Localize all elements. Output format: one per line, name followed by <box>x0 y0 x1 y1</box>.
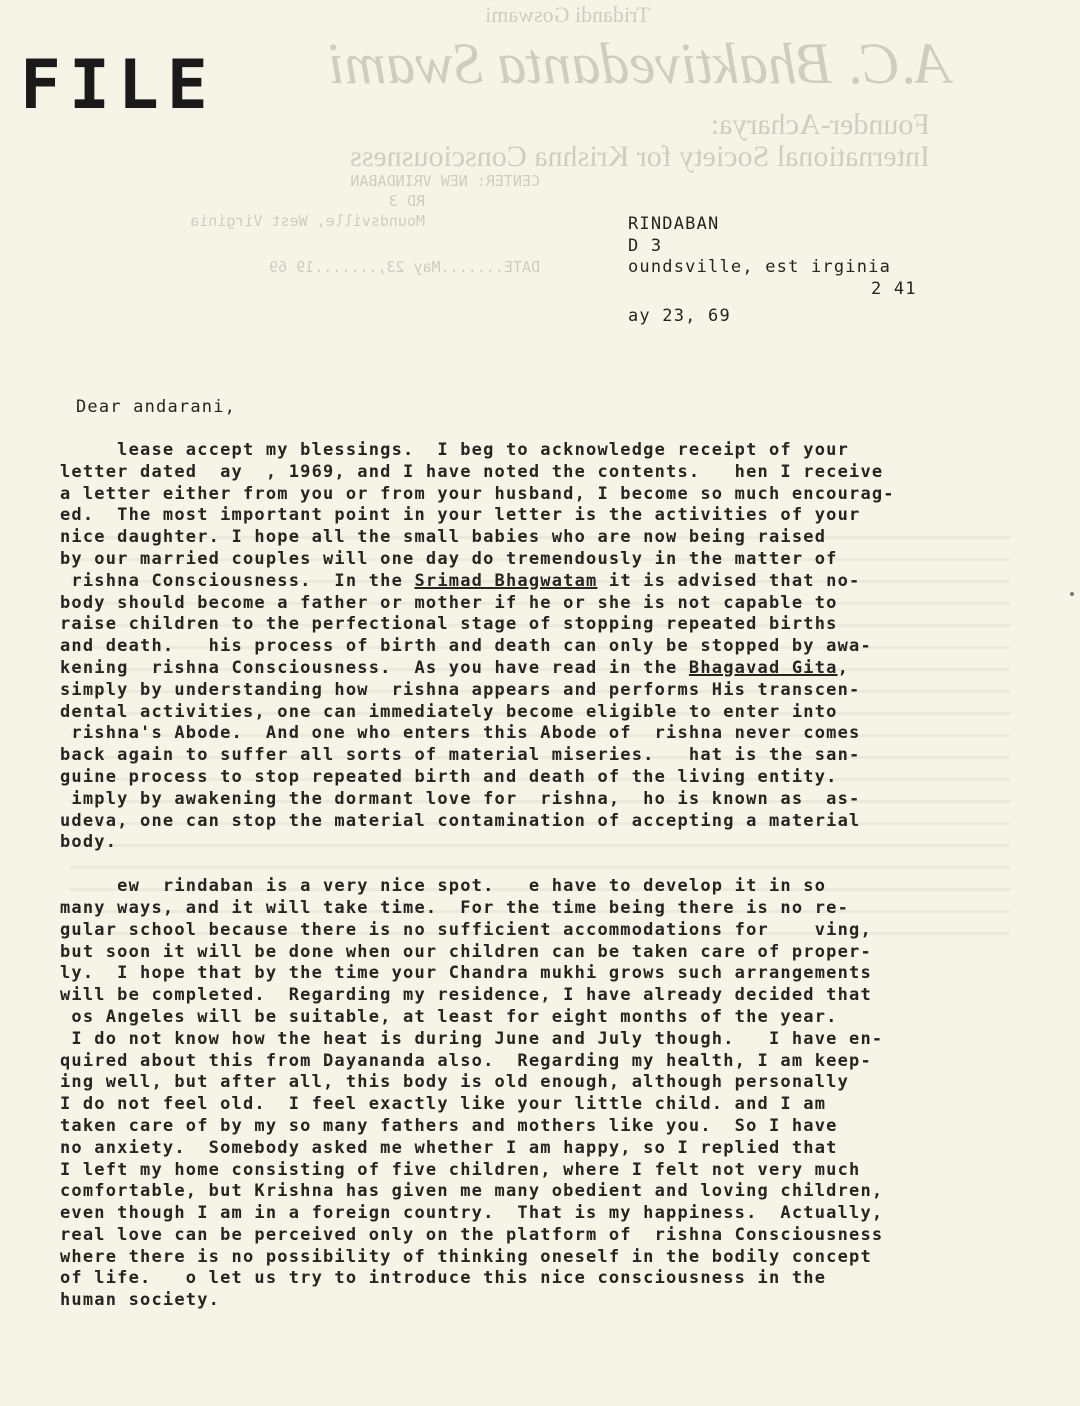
body-text-segment: it is advised that no- <box>597 570 861 591</box>
body-line: even though I am in a foreign country. That is my happiness. Actually, <box>60 1203 884 1224</box>
body-line: of life. o let us try to introduce this nice consciousness in the <box>60 1268 827 1289</box>
body-line: body. <box>60 832 118 853</box>
body-line: a letter either from you or from your husband, I become so much encourag- <box>60 483 895 504</box>
body-line: many ways, and it will take time. For the time being there is no re- <box>60 897 850 918</box>
body-line: back again to suffer all sorts of material miseries. hat is the san- <box>60 745 861 766</box>
letterhead-rd: RD 3 <box>388 192 425 210</box>
body-text-segment: kening rishna Consciousness. As you have read in the <box>60 657 689 678</box>
body-line: letter dated ay , 1969, and I have noted the contents. hen I receive <box>60 461 884 482</box>
underlined-title-srimad: Srimad Bhagwatam <box>414 570 598 591</box>
letterhead-town: Moundsville, West Virginia <box>190 212 425 230</box>
punch-mark <box>1070 592 1074 596</box>
body-line: by our married couples will one day do tremendously in the matter of <box>60 548 838 569</box>
body-text-segment: , <box>837 657 850 678</box>
body-line: ing well, but after all, this body is old enough, although personally <box>60 1072 850 1093</box>
body-line: taken care of by my so many fathers and mothers like you. So I have <box>60 1115 838 1136</box>
body-line: I left my home consisting of five children, where I felt not very much <box>60 1159 861 1180</box>
file-stamp: FILE <box>20 46 216 125</box>
body-line: simply by understanding how rishna appears and performs His transcen- <box>60 679 861 700</box>
body-line: will be completed. Regarding my residence, I have already decided that <box>60 985 872 1006</box>
body-line: but soon it will be done when our children can be taken care of proper- <box>60 941 872 962</box>
body-line: I do not know how the heat is during June and July though. I have en- <box>60 1028 884 1049</box>
body-line: udeva, one can stop the material contamination of accepting a material <box>60 810 861 831</box>
salutation: Dear andarani, <box>76 397 237 417</box>
letterhead-role: Founder-Acharya: <box>710 108 930 141</box>
body-line: no anxiety. Somebody asked me whether I am happy, so I replied that <box>60 1137 838 1158</box>
letterhead-name: A.C. Bhaktivedanta Swami <box>328 31 950 96</box>
body-text-segment: rishna Consciousness. In the <box>60 570 415 591</box>
address-line-3: oundsville, est irginia <box>628 257 892 277</box>
body-line: raise children to the perfectional stage of stopping repeated births <box>60 614 838 635</box>
letterhead-date: DATE.......May 23,.......19 69 <box>269 258 540 276</box>
letter-date: ay 23, 69 <box>628 306 731 326</box>
body-line: ew rindaban is a very nice spot. e have to develop it in so <box>60 876 827 897</box>
sender-address <box>628 214 917 328</box>
body-line: imply by awakening the dormant love for rishna, ho is known as as- <box>60 788 861 809</box>
body-line-mixed <box>60 658 1040 680</box>
body-line: os Angeles will be suitable, at least for eight months of the year. <box>60 1006 838 1027</box>
address-line-1: RINDABAN <box>628 214 720 234</box>
body-line: human society. <box>60 1290 221 1311</box>
body-line: quired about this from Dayananda also. Regarding my health, I am keep- <box>60 1050 872 1071</box>
body-line: comfortable, but Krishna has given me many obedient and loving children, <box>60 1181 884 1202</box>
body-line: and death. his process of birth and death can only be stopped by awa- <box>60 636 872 657</box>
body-line-mixed <box>60 571 1040 593</box>
paragraph-gap <box>60 854 1040 876</box>
body-line: lease accept my blessings. I beg to acknowledge receipt of your <box>60 440 850 460</box>
address-zip: 2 41 <box>871 278 917 299</box>
body-line: ly. I hope that by the time your Chandra mukhi grows such arrangements <box>60 963 872 984</box>
letterhead-sub: Tridandi Goswami <box>485 2 650 27</box>
body-line: rishna's Abode. And one who enters this Abode of rishna never comes <box>60 723 861 744</box>
body-line: where there is no possibility of thinking oneself in the bodily concept <box>60 1246 872 1267</box>
body-line: guine process to stop repeated birth and death of the living entity. <box>60 766 838 787</box>
underlined-title-gita: Bhagavad Gita <box>688 657 838 678</box>
body-line: nice daughter. I hope all the small babies who are now being raised <box>60 527 827 548</box>
body-line: gular school because there is no sufficient accommodations for ving, <box>60 919 872 940</box>
letterhead-org: International Society for Krishna Consciousness <box>350 140 930 173</box>
body-line: ed. The most important point in your letter is the activities of your <box>60 505 861 526</box>
body-line: dental activities, one can immediately become eligible to enter into <box>60 701 838 722</box>
letter-body <box>60 440 1040 1312</box>
letterhead-center: CENTER: NEW VRINDABAN <box>350 172 540 190</box>
body-line: I do not feel old. I feel exactly like your little child. and I am <box>60 1094 827 1115</box>
address-line-2: D 3 <box>628 235 663 256</box>
body-line: body should become a father or mother if he or she is not capable to <box>60 592 838 613</box>
body-line: real love can be perceived only on the platform of rishna Consciousness <box>60 1224 884 1245</box>
